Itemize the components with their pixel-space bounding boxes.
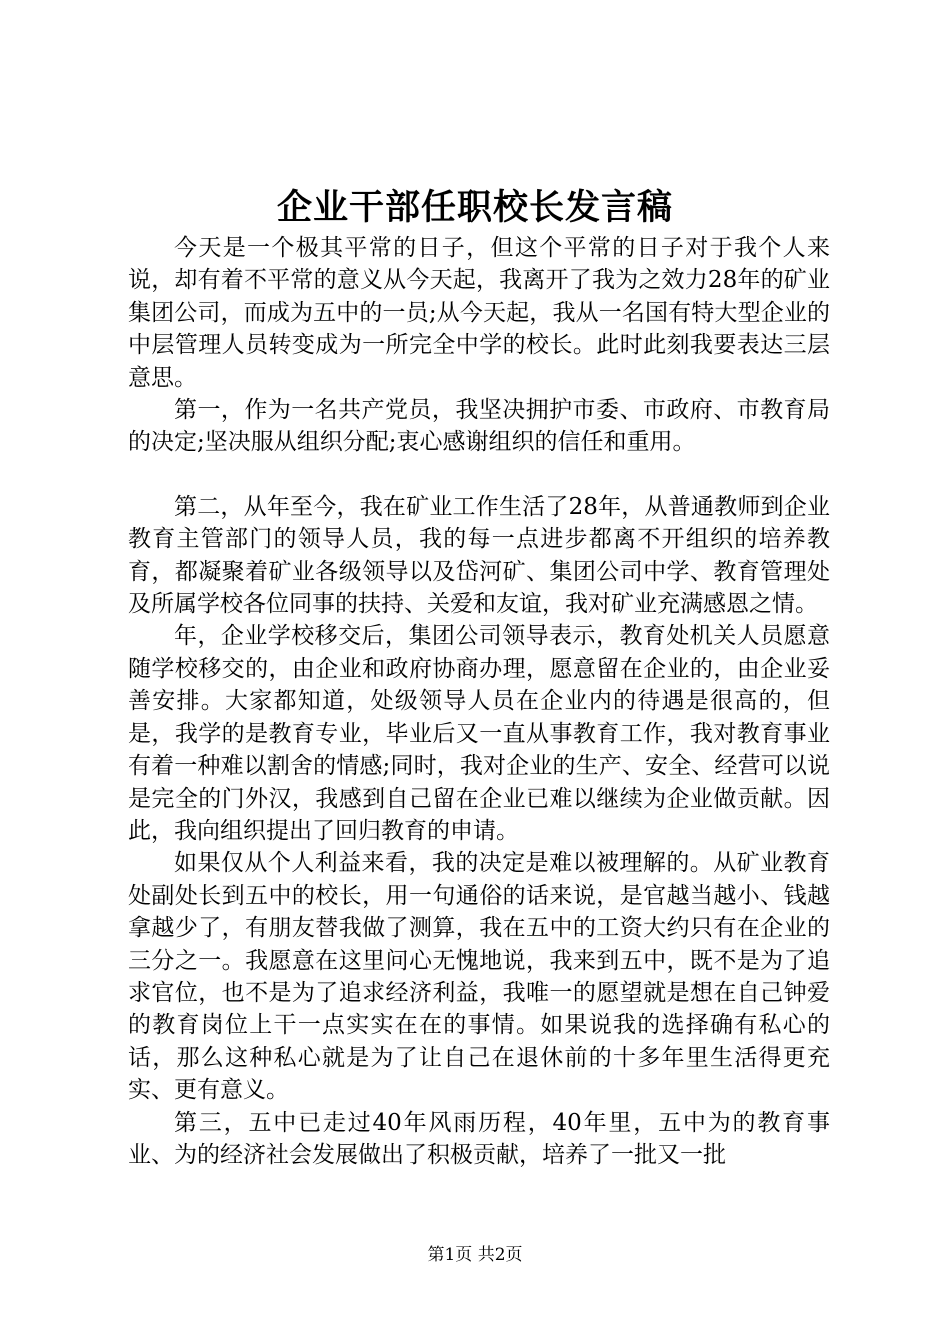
document-title: 企业干部任职校长发言稿 (276, 187, 673, 228)
paragraph-third-point: 第三，五中已走过40年风雨历程，40年里，五中为的教育事业、为的经济社会发展做出了积极贡献，培养了一批又一批 (128, 1109, 830, 1168)
paragraph-second-point: 第二，从年至今，我在矿业工作生活了28年，从普通教师到企业教育主管部门的领导人员，我的每一点进步都离不开组织的培养教育，都凝聚着矿业各级领导以及岱河矿、集团公司中学、教育管理处及所属学校各位同事的扶持、关爱和友谊，我对矿业充满感恩之情。 (128, 493, 830, 618)
paragraph-personal-interest: 如果仅从个人利益来看，我的决定是难以被理解的。从矿业教育处副处长到五中的校长，用一句通俗的话来说，是官越当越小、钱越拿越少了，有朋友替我做了测算，我在五中的工资大约只有在企业的三分之一。我愿意在这里问心无愧地说，我来到五中，既不是为了追求官位，也不是为了追求经济利益，我唯一的愿望就是想在自己钟爱的教育岗位上干一点实实在在的事情。如果说我的选择确有私心的话，那么这种私心就是为了让自己在退休前的十多年里生活得更充实、更有意义。 (128, 850, 830, 1104)
paragraph-intro: 今天是一个极其平常的日子，但这个平常的日子对于我个人来说，却有着不平常的意义从今天起，我离开了我为之效力28年的矿业集团公司，而成为五中的一员;从今天起，我从一名国有特大型企业的中层管理人员转变成为一所完全中学的校长。此时此刻我要表达三层意思。 (128, 235, 830, 391)
paragraph-first-point: 第一，作为一名共产党员，我坚决拥护市委、市政府、市教育局的决定;坚决服从组织分配;衷心感谢组织的信任和重用。 (128, 397, 830, 456)
page-footer: 第1页 共2页 (427, 1245, 523, 1265)
paragraph-school-transfer: 年，企业学校移交后，集团公司领导表示，教育处机关人员愿意随学校移交的，由企业和政府协商办理，愿意留在企业的，由企业妥善安排。大家都知道，处级领导人员在企业内的待遇是很高的，但是，我学的是教育专业，毕业后又一直从事教育工作，我对教育事业有着一种难以割舍的情感;同时，我对企业的生产、安全、经营可以说是完全的门外汉，我感到自己留在企业已难以继续为企业做贡献。因此，我向组织提出了回归教育的申请。 (128, 623, 830, 844)
document-body (128, 232, 830, 1171)
